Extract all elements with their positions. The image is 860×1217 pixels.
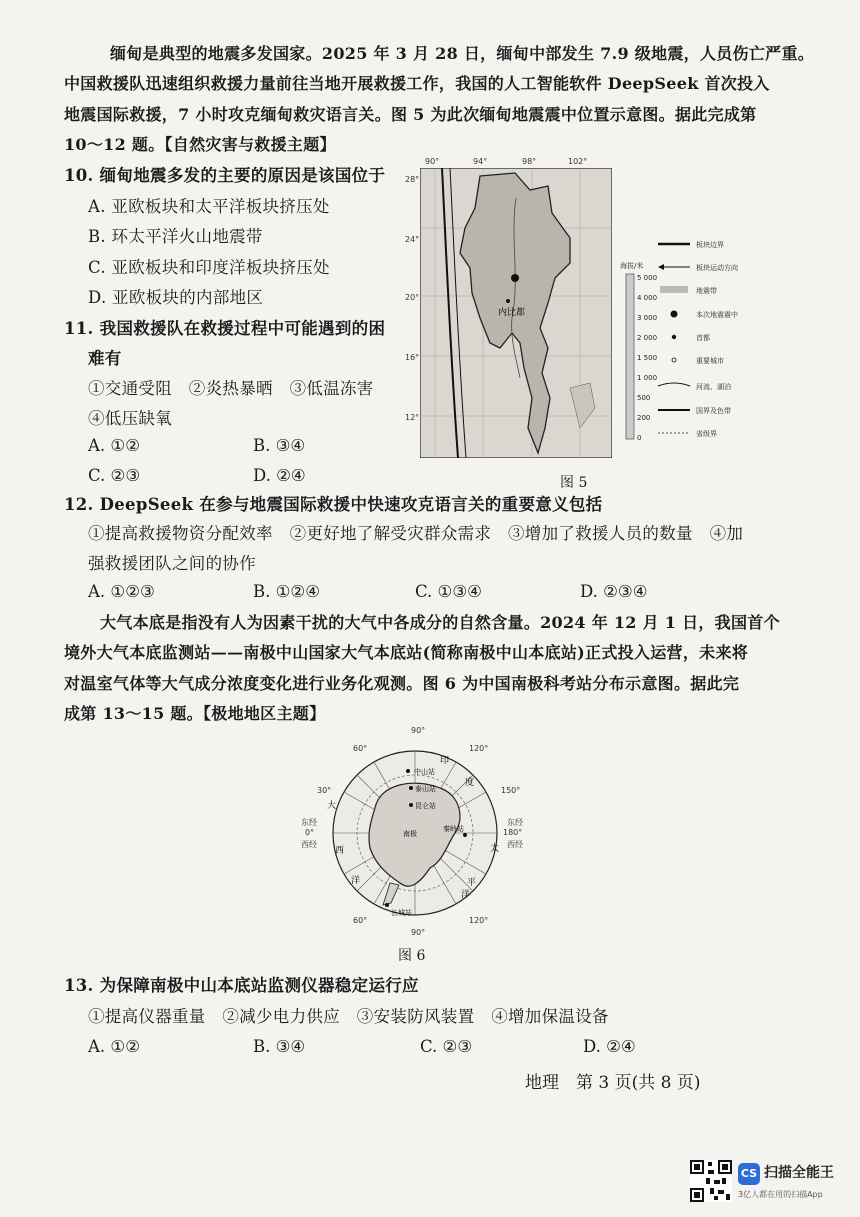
degree-label: 120°	[469, 744, 489, 753]
passage1-line-1: 缅甸是典型的地震多发国家。2025 年 3 月 28 日，缅甸中部发生 7.9 级地震，人员伤亡严重。	[110, 44, 815, 63]
side-label: 西经	[507, 840, 523, 849]
degree-label: 150°	[501, 786, 521, 795]
ocean-char: 印	[440, 756, 450, 766]
pole-label: 南极	[403, 830, 417, 838]
passage2-line-1: 大气本底是指没有人为因素干扰的大气中各成分的自然含量。2024 年 12 月 1 日，我国首个	[100, 613, 780, 632]
q13-choice-c: C. ②③	[420, 1037, 473, 1056]
degree-label: 60°	[353, 916, 368, 925]
legend-item: 首都	[696, 334, 710, 342]
elevation-scale-bar	[626, 274, 634, 439]
passage1-line-3: 地震国际救援，7 小时攻克缅甸救灾语言关。图 5 为此次缅甸地震震中位置示意图。据此完成第	[64, 105, 757, 124]
fig6-degree-labels	[295, 723, 535, 938]
ocean-char: 度	[465, 778, 475, 788]
degree-label: 90°	[411, 726, 426, 735]
q13-stem: 13. 为保障南极中山本底站监测仪器稳定运行应	[64, 976, 419, 995]
lat-tick: 24°	[405, 235, 420, 244]
ocean-char: 平	[467, 878, 477, 888]
station-label: 昆仑站	[415, 802, 436, 810]
qr-code-icon	[690, 1160, 732, 1202]
q12-choice-d: D. ②③④	[580, 582, 648, 601]
q12-stem: 12. DeepSeek 在参与地震国际救援中快速攻克语言关的重要意义包括	[64, 495, 603, 514]
elevation-tick-label: 3 000	[637, 314, 658, 322]
q12-choice-c: C. ①③④	[415, 582, 482, 601]
station-label: 长城站	[391, 909, 412, 917]
station-label: 泰山站	[415, 785, 436, 793]
q12-items-line-1: ①提高救援物资分配效率 ②更好地了解受灾群众需求 ③增加了救援人员的数量 ④加	[88, 524, 744, 543]
q10-option-d: D. 亚欧板块的内部地区	[88, 288, 264, 307]
lon-tick: 102°	[568, 157, 588, 166]
elevation-tick-label: 0	[637, 434, 642, 442]
lon-tick: 98°	[522, 157, 537, 166]
page-number: 地理 第 3 页(共 8 页)	[525, 1073, 701, 1093]
lat-tick: 28°	[405, 175, 420, 184]
q10-option-b: B. 环太平洋火山地震带	[88, 227, 263, 246]
elevation-tick-label: 1 500	[637, 354, 658, 362]
lat-tick: 20°	[405, 293, 420, 302]
ocean-char: 洋	[351, 876, 361, 886]
ocean-char: 洋	[461, 890, 471, 900]
degree-label: 180°	[503, 828, 523, 837]
passage2-line-4: 成第 13～15 题。【极地地区主题】	[64, 704, 326, 723]
side-label: 东经	[507, 818, 523, 827]
ocean-char: 太	[490, 844, 500, 854]
degree-label: 30°	[317, 786, 332, 795]
fig5-legend	[618, 232, 828, 447]
q11-stem-line-2: 难有	[88, 349, 122, 368]
legend-item: 地震带	[696, 287, 717, 295]
legend-item: 河流、湖泊	[696, 383, 731, 391]
fig5-ticks	[405, 150, 625, 440]
lon-tick: 94°	[473, 157, 488, 166]
lat-tick: 12°	[405, 413, 420, 422]
q11-items-line-2: ④低压缺氧	[88, 409, 172, 428]
q13-choice-d: D. ②④	[583, 1037, 636, 1056]
degree-label: 90°	[411, 928, 426, 937]
ocean-char: 大	[327, 801, 337, 811]
side-label: 西经	[301, 840, 317, 849]
elevation-tick-label: 1 000	[637, 374, 658, 382]
elevation-tick-label: 500	[637, 394, 651, 402]
passage2-line-3: 对温室气体等大气成分浓度变化进行业务化观测。图 6 为中国南极科考站分布示意图。据此完	[64, 674, 740, 693]
side-label: 东经	[301, 818, 317, 827]
passage1-line-2: 中国救援队迅速组织救援力量前往当地开展救援工作，我国的人工智能软件 DeepSeek 首次投入	[64, 74, 770, 93]
q10-option-a: A. 亚欧板块和太平洋板块挤压处	[88, 197, 330, 216]
elevation-title: 海拔/米	[620, 262, 644, 270]
legend-item: 重要城市	[696, 357, 724, 365]
lat-tick: 16°	[405, 353, 420, 362]
q13-choice-b: B. ③④	[253, 1037, 306, 1056]
q13-items-line: ①提高仪器重量 ②减少电力供应 ③安装防风装置 ④增加保温设备	[88, 1007, 609, 1026]
scanner-app-tagline: 3亿人都在用的扫描App	[738, 1190, 823, 1199]
elevation-tick-label: 2 000	[637, 334, 658, 342]
degree-label: 120°	[469, 916, 489, 925]
q11-stem-line-1: 11. 我国救援队在救援过程中可能遇到的困	[64, 319, 386, 338]
station-label: 中山站	[414, 768, 435, 776]
fig5-caption: 图 5	[560, 475, 588, 491]
q11-choice-c: C. ②③	[88, 466, 141, 485]
cs-logo-icon: CS	[738, 1163, 760, 1185]
passage1-line-4: 10～12 题。【自然灾害与救援主题】	[64, 135, 336, 154]
legend-item: 板块运动方向	[696, 264, 738, 272]
degree-label: 60°	[353, 744, 368, 753]
legend-item: 本次地震震中	[696, 311, 738, 319]
station-label: 秦岭站	[443, 825, 464, 833]
q11-choice-d: D. ②④	[253, 466, 306, 485]
passage2-line-2: 境外大气本底监测站——南极中山国家大气本底站(简称南极中山本底站)正式投入运营，未来将	[64, 643, 749, 662]
legend-item: 国界及色带	[696, 407, 731, 415]
q11-choice-b: B. ③④	[253, 436, 306, 455]
q12-choice-b: B. ①②④	[253, 582, 320, 601]
legend-item: 板块边界	[696, 241, 724, 249]
lon-tick: 90°	[425, 157, 440, 166]
place-label: 内比都	[498, 308, 526, 318]
ocean-char: 西	[335, 846, 345, 856]
q13-choice-a: A. ①②	[88, 1037, 140, 1056]
elevation-tick-label: 4 000	[637, 294, 658, 302]
scanner-app-name: 扫描全能王	[764, 1165, 834, 1181]
elevation-tick-label: 200	[637, 414, 651, 422]
fig6-caption: 图 6	[398, 948, 426, 964]
q10-stem: 10. 缅甸地震多发的主要的原因是该国位于	[64, 166, 386, 185]
q11-choice-a: A. ①②	[88, 436, 140, 455]
q12-choice-a: A. ①②③	[88, 582, 155, 601]
q11-items-line-1: ①交通受阻 ②炎热暴晒 ③低温冻害	[88, 379, 374, 398]
legend-item: 省级界	[696, 430, 717, 438]
degree-label: 0°	[305, 828, 315, 837]
q12-items-line-2: 强救援团队之间的协作	[88, 554, 256, 573]
elevation-tick-label: 5 000	[637, 274, 658, 282]
q10-option-c: C. 亚欧板块和印度洋板块挤压处	[88, 258, 330, 277]
